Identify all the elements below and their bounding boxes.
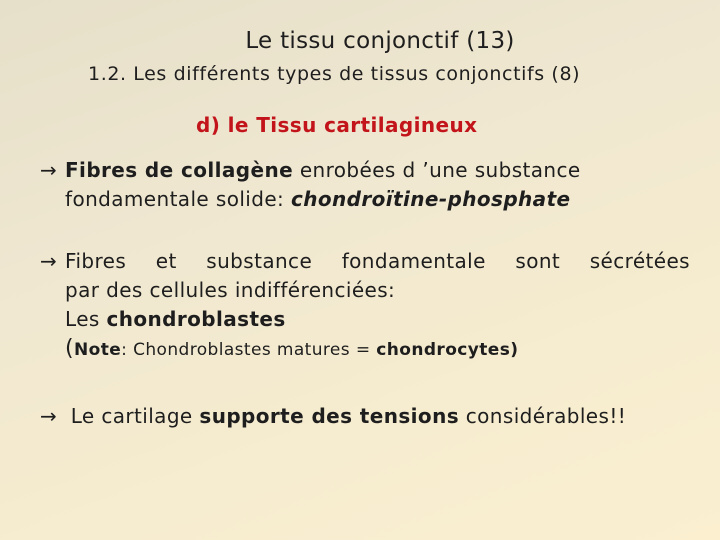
chondrocytes-term: chondrocytes	[376, 340, 511, 360]
point-collagen-line1	[40, 156, 690, 185]
chondroitin-term: chondroïtine-phosphate	[290, 187, 571, 211]
les-text: Les	[65, 307, 107, 331]
word: fondamentale	[341, 249, 486, 273]
point-collagen	[40, 156, 690, 214]
collagen-term: Fibres de collagène	[65, 158, 294, 182]
note-line	[40, 334, 690, 365]
ground-substance-text: fondamentale solide:	[65, 187, 291, 211]
section-heading: d) le Tissu cartilagineux	[196, 113, 478, 137]
word: sécrétées	[589, 249, 690, 273]
collagen-text: enrobées d ’une substance	[293, 158, 581, 182]
tensions-suffix: considérables!!	[459, 404, 627, 428]
chondroblasts-term: chondroblastes	[106, 307, 286, 331]
arrow-right-icon: →	[40, 158, 58, 182]
word: substance	[206, 249, 313, 273]
point-chondroblasts-line1	[40, 247, 690, 276]
slide-title: Le tissu conjonctif (13)	[245, 28, 515, 54]
point-chondroblasts-line2: par des cellules indifférenciées:	[65, 278, 396, 302]
note-label: Note	[73, 340, 122, 360]
arrow-right-icon: →	[40, 249, 58, 273]
word: sont	[515, 249, 561, 273]
point-tensions	[40, 402, 720, 431]
point-chondroblasts	[40, 247, 690, 365]
slide-subtitle: 1.2. Les différents types de tissus conjonctifs (8)	[88, 63, 581, 85]
point-tensions-line1	[40, 402, 720, 431]
point-collagen-line2	[40, 185, 690, 214]
arrow-right-icon: →	[40, 404, 58, 428]
tensions-term: supporte des tensions	[199, 404, 460, 428]
word: Fibres	[65, 249, 127, 273]
note-close-paren: )	[510, 340, 519, 360]
note-text: : Chondroblastes matures =	[121, 340, 377, 360]
word: et	[155, 249, 177, 273]
note-open-paren: (	[65, 336, 74, 361]
point-chondroblasts-line3	[40, 305, 690, 334]
tensions-prefix: Le cartilage	[70, 404, 200, 428]
